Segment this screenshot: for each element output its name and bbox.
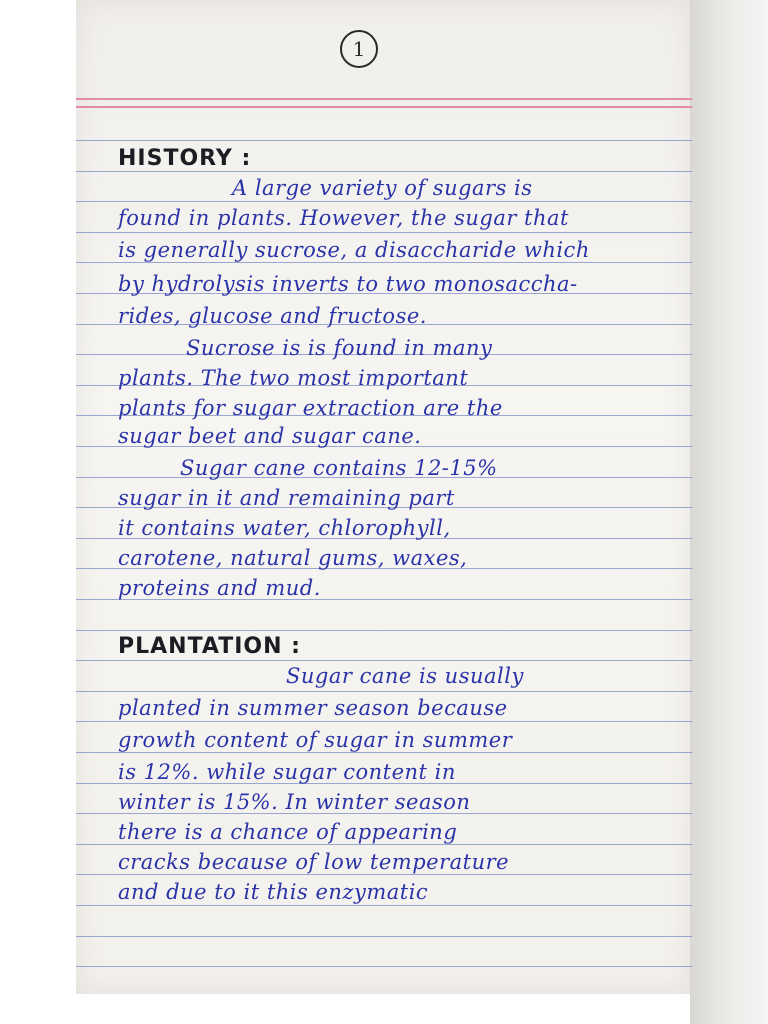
text-line: is 12%. while sugar content in (118, 760, 456, 784)
text-line: A large variety of sugars is (232, 176, 533, 200)
text-line: and due to it this enzymatic (118, 880, 429, 904)
ruled-line (76, 752, 692, 753)
ruled-line (76, 232, 692, 233)
text-line: plants. The two most important (118, 366, 469, 390)
page-number: 1 (340, 30, 378, 68)
ruled-line (76, 630, 692, 631)
ruled-line (76, 721, 692, 722)
ruled-line (76, 691, 692, 692)
text-line: is generally sucrose, a disaccharide which (118, 238, 590, 262)
text-line: Sugar cane contains 12-15% (180, 456, 498, 480)
ruled-line (76, 874, 692, 875)
text-line: cracks because of low temperature (118, 850, 510, 874)
text-line: carotene, natural gums, waxes, (118, 546, 468, 570)
text-line: found in plants. However, the sugar that (118, 206, 569, 230)
section-heading-plantation: PLANTATION : (118, 634, 301, 659)
background-left (0, 0, 76, 1024)
text-line: proteins and mud. (118, 576, 321, 600)
ruled-line (76, 660, 692, 661)
ruled-line (76, 262, 692, 263)
ruled-line (76, 844, 692, 845)
text-line: planted in summer season because (118, 696, 508, 720)
ruled-line (76, 171, 692, 172)
text-line: winter is 15%. In winter season (118, 790, 471, 814)
text-line: sugar beet and sugar cane. (118, 424, 422, 448)
ruled-line (76, 905, 692, 906)
text-line: sugar in it and remaining part (118, 486, 455, 510)
ruled-line (76, 936, 692, 937)
ruled-line (76, 966, 692, 967)
ruled-line (76, 201, 692, 202)
text-line: plants for sugar extraction are the (118, 396, 503, 420)
background-right (690, 0, 768, 1024)
text-line: rides, glucose and fructose. (118, 304, 427, 328)
text-line: there is a chance of appearing (118, 820, 458, 844)
text-line: Sucrose is is found in many (186, 336, 493, 360)
text-line: by hydrolysis inverts to two monosaccha- (118, 272, 578, 296)
top-margin-line (76, 106, 692, 108)
top-margin-line (76, 98, 692, 100)
text-line: growth content of sugar in summer (118, 728, 513, 752)
ruled-line (76, 140, 692, 141)
text-line: it contains water, chlorophyll, (118, 516, 451, 540)
section-heading-history: HISTORY : (118, 146, 252, 171)
text-line: Sugar cane is usually (286, 664, 524, 688)
